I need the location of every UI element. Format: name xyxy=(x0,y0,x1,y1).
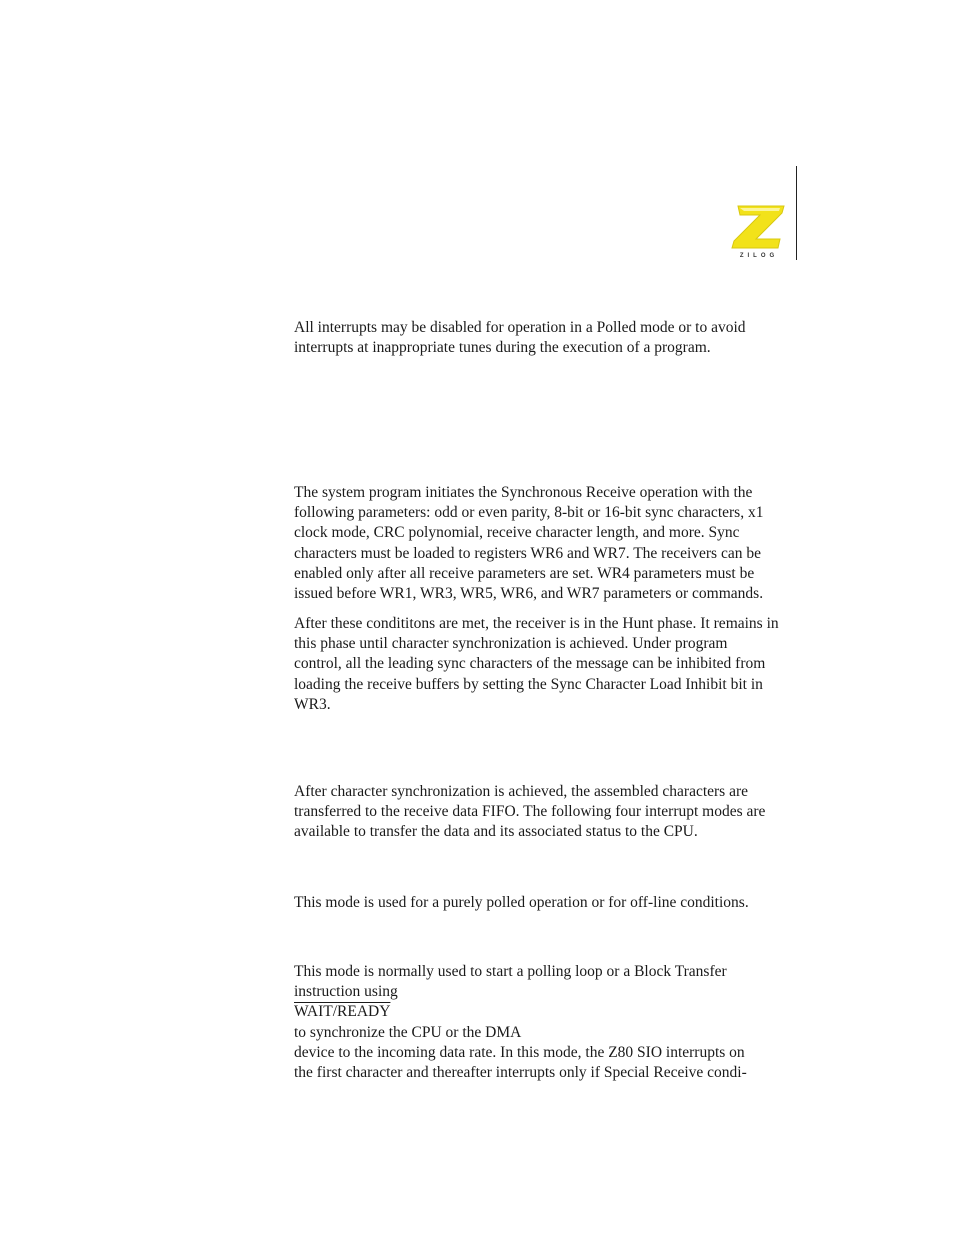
text-line: available to transfer the data and its associated status to the CPU. xyxy=(294,823,698,841)
text-line: characters must be loaded to registers WR6 and WR7. The receivers can be xyxy=(294,544,761,562)
zilog-z-icon xyxy=(730,203,788,251)
text-line: interrupts at inappropriate tunes during the execution of a program. xyxy=(294,339,711,357)
text-line: clock mode, CRC polynomial, receive character length, and more. Sync xyxy=(294,524,740,542)
text-line: transferred to the receive data FIFO. The following four interrupt modes are xyxy=(294,803,766,821)
text-line xyxy=(294,982,804,1043)
paragraph-hunt-phase xyxy=(294,614,804,715)
zilog-logo xyxy=(730,203,790,265)
text-line: All interrupts may be disabled for operation in a Polled mode or to avoid xyxy=(294,319,746,336)
text-line: this phase until character synchronization is achieved. Under program xyxy=(294,635,728,653)
paragraph-interrupt-disable xyxy=(294,318,804,358)
text-line: This mode is normally used to start a polling loop or a Block Transfer xyxy=(294,963,727,980)
text-line: following parameters: odd or even parity, 8-bit or 16-bit sync characters, x1 xyxy=(294,504,764,522)
paragraph-first-character-mode xyxy=(294,962,804,1083)
text-line: device to the incoming data rate. In this mode, the Z80 SIO interrupts on xyxy=(294,1043,745,1061)
zilog-wordmark: ZILOG xyxy=(739,253,779,259)
text-fragment: instruction using xyxy=(294,983,398,1001)
text-line: This mode is used for a purely polled operation or for off-line conditions. xyxy=(294,894,749,911)
text-line: the first character and thereafter interrupts only if Special Receive condi- xyxy=(294,1064,747,1082)
text-line: control, all the leading sync characters of the message can be inhibited from xyxy=(294,655,766,673)
header-rule xyxy=(796,166,797,260)
text-fragment: to synchronize the CPU or the DMA xyxy=(294,1023,522,1041)
text-line: The system program initiates the Synchronous Receive operation with the xyxy=(294,484,753,501)
wait-ready-signal: WAIT/READY xyxy=(294,1003,391,1021)
text-line: loading the receive buffers by setting the Sync Character Load Inhibit bit in xyxy=(294,675,763,693)
text-line: enabled only after all receive parameters are set. WR4 parameters must be xyxy=(294,564,755,582)
paragraph-polled-mode xyxy=(294,893,804,913)
text-line: After these condititons are met, the receiver is in the Hunt phase. It remains in xyxy=(294,615,779,632)
paragraph-interrupt-modes xyxy=(294,782,804,843)
text-line: issued before WR1, WR3, WR5, WR6, and WR7 parameters or commands. xyxy=(294,585,764,603)
text-line: After character synchronization is achieved, the assembled characters are xyxy=(294,783,749,800)
text-line: WR3. xyxy=(294,695,331,713)
paragraph-sync-receive-setup xyxy=(294,483,804,604)
